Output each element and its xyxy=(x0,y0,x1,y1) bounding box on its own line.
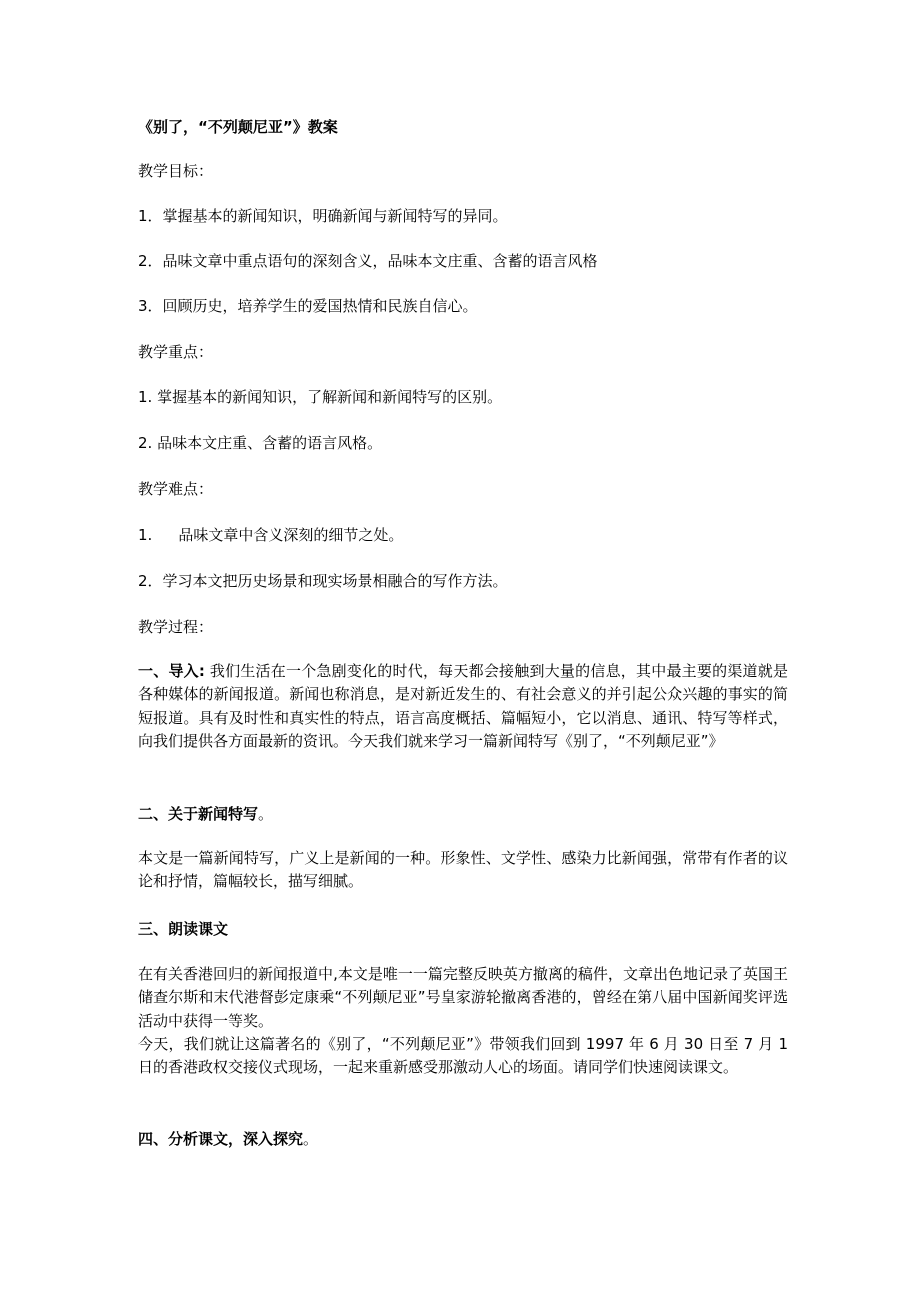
difficulty-item-text: 品味文章中含义深刻的细节之处。 xyxy=(178,526,404,544)
objective-item-2 xyxy=(138,250,598,272)
section-feature-heading xyxy=(138,803,273,825)
key-point-item-text: 品味本文庄重、含蓄的语言风格。 xyxy=(157,434,383,452)
difficulty-item-number: 1. xyxy=(138,526,153,544)
process-heading: 教学过程： xyxy=(138,618,214,636)
objective-item-3 xyxy=(138,295,478,317)
key-point-item-2 xyxy=(138,432,382,454)
section-analysis-heading xyxy=(138,1128,318,1150)
difficulty-item-2 xyxy=(138,570,508,592)
section-feature-text: 本文是一篇新闻特写，广义上是新闻的一种。形象性、文学性、感染力比新闻强，常带有作者的议论和抒情，篇幅较长，描写细腻。 xyxy=(138,849,788,891)
section-introduction-colon: : xyxy=(198,662,205,680)
objective-item-number: 3． xyxy=(138,297,163,315)
objective-item-text: 掌握基本的新闻知识，明确新闻与新闻特写的异同。 xyxy=(162,207,508,225)
section-introduction-text: 我们生活在一个急剧变化的时代，每天都会接触到大量的信息，其中最主要的渠道就是各种媒体的新闻报道。新闻也称消息，是对新近发生的、有社会意义的并引起公众兴趣的事实的简短报道。具有及时性和真实性的特点，语言高度概括、篇幅短小，它以消息、通讯、特写等样式，向我们提供各方面最新的资讯。今天我们就来学习一篇新闻特写《别了，“不列颠尼亚”》 xyxy=(138,662,788,751)
section-analysis-period: 。 xyxy=(303,1130,319,1148)
section-reading-text-2: 今天，我们就让这篇著名的《别了，“不列颠尼亚”》带领我们回到 1997 年 6 月 30 日至 7 月 1 日的香港政权交接仪式现场，一起来重新感受那激动人心的场面。请同学们快速阅读课文。 xyxy=(138,1035,788,1077)
document-title: 《别了，“不列颠尼亚”》教案 xyxy=(138,118,338,136)
objective-item-number: 1． xyxy=(138,207,163,225)
key-point-item-text: 掌握基本的新闻知识，了解新闻和新闻特写的区别。 xyxy=(157,388,503,406)
key-points-heading: 教学重点： xyxy=(138,343,214,361)
section-feature-label: 二、关于新闻特写 xyxy=(138,805,259,823)
difficulty-item-1 xyxy=(138,524,403,546)
objective-item-text: 品味文章中重点语句的深刻含义，品味本文庄重、含蓄的语言风格 xyxy=(162,252,598,270)
difficulty-item-number: 2． xyxy=(138,572,163,590)
objective-item-number: 2． xyxy=(138,252,163,270)
key-point-item-1 xyxy=(138,386,502,408)
key-point-item-number: 1. xyxy=(138,388,153,406)
section-reading-heading: 三、朗读课文 xyxy=(138,920,229,938)
objective-item-1 xyxy=(138,205,508,227)
section-analysis-label: 四、分析课文，深入探究 xyxy=(138,1130,304,1148)
objectives-heading: 教学目标： xyxy=(138,162,214,180)
difficulties-heading: 教学难点： xyxy=(138,480,214,498)
section-reading-text-1: 在有关香港回归的新闻报道中,本文是唯一一篇完整反映英方撤离的稿件，文章出色地记录了英国王储查尔斯和末代港督彭定康乘“不列颠尼亚”号皇家游轮撤离香港的，曾经在第八届中国新闻奖评选活动中获得一等奖。 xyxy=(138,965,788,1030)
section-feature-period: 。 xyxy=(258,805,274,823)
section-introduction xyxy=(138,660,788,754)
difficulty-item-text: 学习本文把历史场景和现实场景相融合的写作方法。 xyxy=(162,572,508,590)
section-introduction-label: 一、导入 xyxy=(138,662,199,680)
key-point-item-number: 2. xyxy=(138,434,153,452)
objective-item-text: 回顾历史，培养学生的爱国热情和民族自信心。 xyxy=(162,297,478,315)
